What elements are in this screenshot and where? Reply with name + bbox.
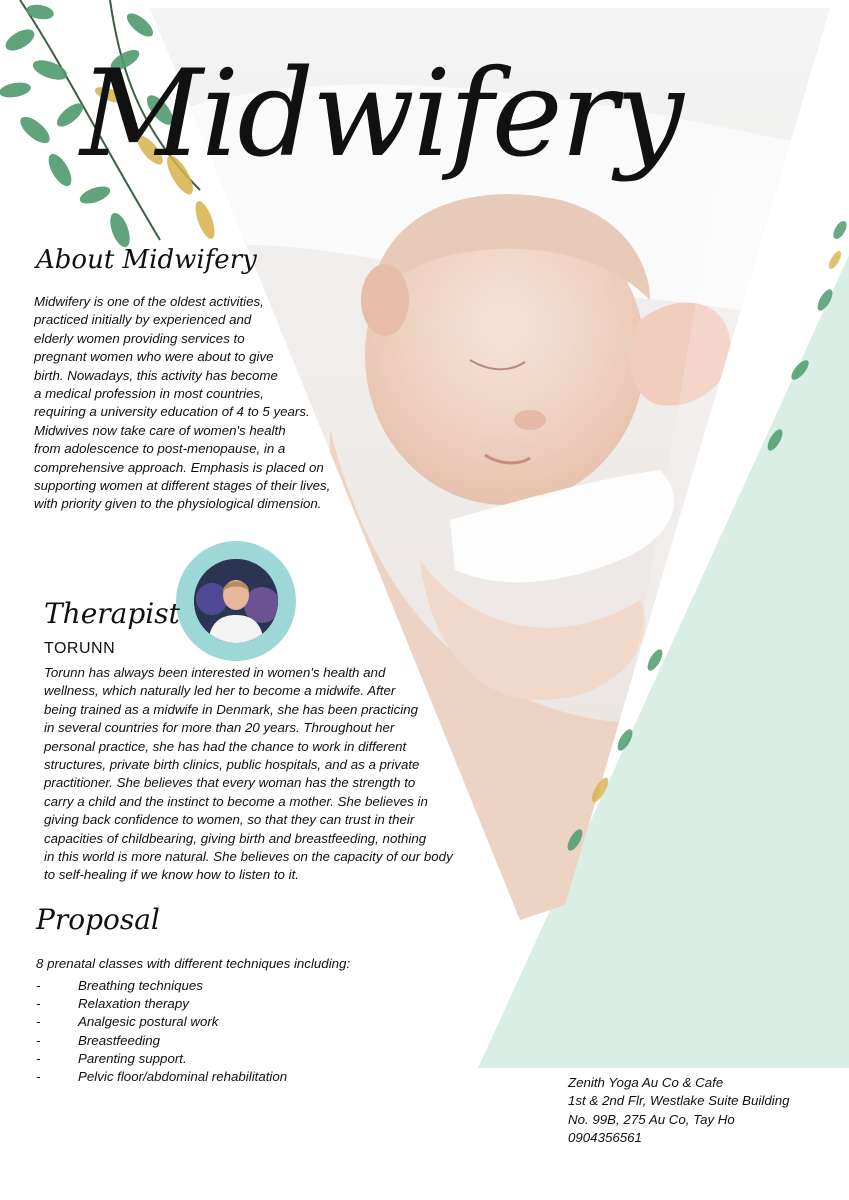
therapist-line: Torunn has always been interested in women's health and <box>44 665 386 680</box>
about-line: birth. Nowadays, this activity has become <box>34 367 278 383</box>
therapist-line: structures, private birth clinics, public hospitals, and as a private <box>44 757 420 773</box>
about-line: comprehensive approach. Emphasis is placed on <box>34 459 324 475</box>
therapist-line: personal practice, she has had the chance to work in different <box>44 738 407 754</box>
watercolor-vine-icon <box>540 200 849 880</box>
about-line: supporting women at different stages of their lives, <box>34 478 331 494</box>
list-item <box>36 1050 396 1068</box>
about-line: with priority given to the physiological dimension. <box>34 496 322 512</box>
about-line: requiring a university education of 4 to 5 years. <box>34 404 310 420</box>
address-block <box>568 1074 838 1148</box>
bullet: - <box>36 996 41 1012</box>
address-line: Zenith Yoga Au Co & Cafe <box>568 1075 724 1090</box>
list-item <box>36 995 396 1013</box>
about-line: practiced initially by experienced and <box>34 312 252 328</box>
proposal-intro: 8 prenatal classes with different techniques including: <box>36 956 351 971</box>
list-item-label: Analgesic postural work <box>78 1014 219 1030</box>
therapist-line: in several countries for more than 20 years. Throughout her <box>44 720 395 736</box>
about-line: a medical profession in most countries, <box>34 386 264 402</box>
therapist-line: being trained as a midwife in Denmark, she has been practicing <box>44 701 418 717</box>
page-title: Midwifery <box>80 45 682 184</box>
about-body <box>34 293 364 514</box>
phone-number: 0904356561 <box>568 1130 642 1146</box>
list-item-label: Relaxation therapy <box>78 996 189 1012</box>
list-item-label: Pelvic floor/abdominal rehabilitation <box>78 1068 288 1084</box>
list-item <box>36 1013 396 1031</box>
therapist-line: in this world is more natural. She believes on the capacity of our body <box>44 849 453 865</box>
therapist-avatar <box>194 559 278 643</box>
about-heading: About Midwifery <box>36 245 257 275</box>
list-item-label: Breathing techniques <box>78 978 203 993</box>
list-item-label: Breastfeeding <box>78 1032 161 1048</box>
therapist-body <box>44 664 464 885</box>
proposal-list <box>36 977 396 1086</box>
proposal-heading: Proposal <box>36 903 160 936</box>
therapist-line: practitioner. She believes that every woman has the strength to <box>44 775 416 791</box>
bullet: - <box>36 978 41 993</box>
therapist-name: TORUNN <box>44 640 116 657</box>
address-line: No. 99B, 275 Au Co, Tay Ho <box>568 1111 735 1127</box>
list-item <box>36 977 396 995</box>
therapist-heading: Therapist <box>44 597 180 630</box>
bullet: - <box>36 1050 41 1066</box>
therapist-line: giving back confidence to women, so that they can trust in their <box>44 812 415 828</box>
address-line: 1st & 2nd Flr, Westlake Suite Building <box>568 1093 790 1109</box>
about-line: from adolescence to post-menopause, in a <box>34 441 286 457</box>
bullet: - <box>36 1068 41 1084</box>
therapist-line: to self-healing if we know how to listen to it. <box>44 867 299 883</box>
therapist-line: wellness, which naturally led her to become a midwife. After <box>44 683 396 699</box>
therapist-line: capacities of childbearing, giving birth and breastfeeding, nothing <box>44 830 427 846</box>
about-line: Midwives now take care of women's health <box>34 422 286 438</box>
list-item <box>36 1068 396 1086</box>
list-item-label: Parenting support. <box>78 1050 187 1066</box>
therapist-portrait-icon <box>194 559 278 643</box>
about-line: Midwifery is one of the oldest activities, <box>34 294 264 309</box>
about-line: pregnant women who were about to give <box>34 349 274 365</box>
bullet: - <box>36 1014 41 1030</box>
about-line: elderly women providing services to <box>34 330 245 346</box>
therapist-line: carry a child and the instinct to become a mother. She believes in <box>44 793 428 809</box>
list-item <box>36 1032 396 1050</box>
bullet: - <box>36 1032 41 1048</box>
